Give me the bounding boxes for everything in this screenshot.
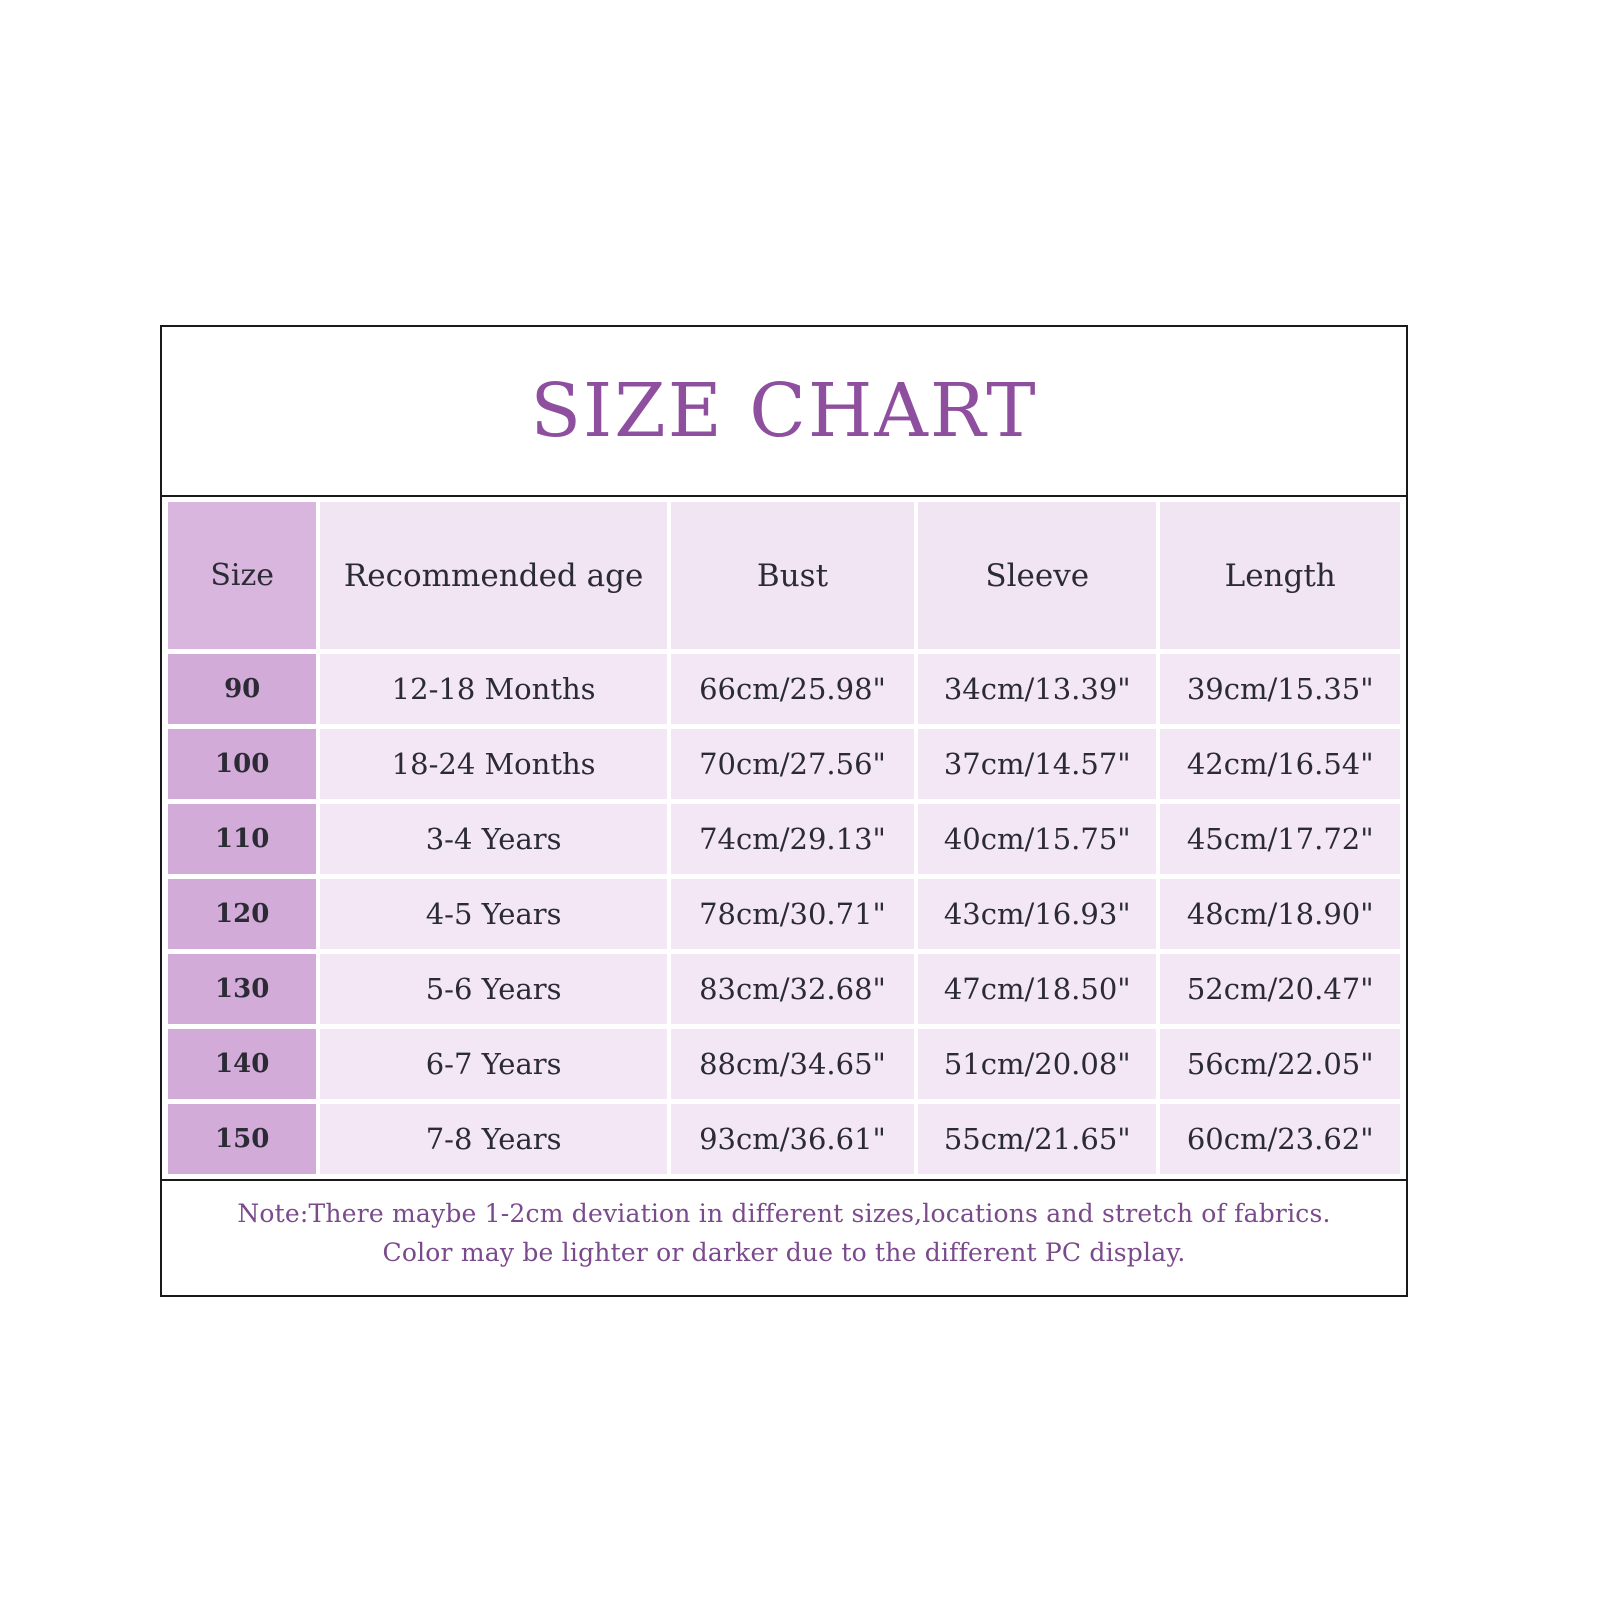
column-header-recommended-age: Recommended age — [320, 502, 667, 649]
page-title: SIZE CHART — [530, 368, 1038, 454]
notes-section — [162, 1179, 1406, 1295]
table-header — [168, 502, 1400, 649]
size-table — [162, 497, 1406, 1179]
cell-size: 120 — [168, 879, 316, 949]
cell-length: 42cm/16.54" — [1160, 729, 1400, 799]
cell-recommended-age: 18-24 Months — [320, 729, 667, 799]
cell-sleeve: 34cm/13.39" — [918, 654, 1156, 724]
table-row — [168, 729, 1400, 799]
cell-recommended-age: 4-5 Years — [320, 879, 667, 949]
cell-sleeve: 51cm/20.08" — [918, 1029, 1156, 1099]
cell-length: 60cm/23.62" — [1160, 1104, 1400, 1174]
cell-bust: 74cm/29.13" — [671, 804, 914, 874]
table-row — [168, 954, 1400, 1024]
note-color-display: Color may be lighter or darker due to the different PC display. — [382, 1237, 1186, 1267]
cell-size: 110 — [168, 804, 316, 874]
table-row — [168, 804, 1400, 874]
cell-length: 48cm/18.90" — [1160, 879, 1400, 949]
cell-recommended-age: 5-6 Years — [320, 954, 667, 1024]
cell-recommended-age: 12-18 Months — [320, 654, 667, 724]
table-row — [168, 1029, 1400, 1099]
cell-recommended-age: 3-4 Years — [320, 804, 667, 874]
cell-sleeve: 47cm/18.50" — [918, 954, 1156, 1024]
cell-size: 150 — [168, 1104, 316, 1174]
cell-sleeve: 37cm/14.57" — [918, 729, 1156, 799]
table-body — [168, 654, 1400, 1174]
cell-length: 56cm/22.05" — [1160, 1029, 1400, 1099]
cell-recommended-age: 6-7 Years — [320, 1029, 667, 1099]
size-chart-card — [160, 325, 1408, 1297]
cell-bust: 88cm/34.65" — [671, 1029, 914, 1099]
note-deviation: Note:There maybe 1-2cm deviation in different sizes,locations and stretch of fabrics. — [237, 1199, 1331, 1228]
table-row — [168, 879, 1400, 949]
table-row — [168, 1104, 1400, 1174]
cell-bust: 70cm/27.56" — [671, 729, 914, 799]
cell-bust: 93cm/36.61" — [671, 1104, 914, 1174]
column-header-length: Length — [1160, 502, 1400, 649]
cell-size: 100 — [168, 729, 316, 799]
table-header-row — [168, 502, 1400, 649]
cell-length: 52cm/20.47" — [1160, 954, 1400, 1024]
column-header-bust: Bust — [671, 502, 914, 649]
cell-length: 45cm/17.72" — [1160, 804, 1400, 874]
cell-bust: 66cm/25.98" — [671, 654, 914, 724]
column-header-size: Size — [168, 502, 316, 649]
cell-bust: 78cm/30.71" — [671, 879, 914, 949]
title-band — [162, 327, 1406, 497]
column-header-sleeve: Sleeve — [918, 502, 1156, 649]
table-row — [168, 654, 1400, 724]
cell-length: 39cm/15.35" — [1160, 654, 1400, 724]
cell-sleeve: 43cm/16.93" — [918, 879, 1156, 949]
cell-size: 90 — [168, 654, 316, 724]
cell-sleeve: 40cm/15.75" — [918, 804, 1156, 874]
cell-sleeve: 55cm/21.65" — [918, 1104, 1156, 1174]
cell-bust: 83cm/32.68" — [671, 954, 914, 1024]
cell-recommended-age: 7-8 Years — [320, 1104, 667, 1174]
cell-size: 140 — [168, 1029, 316, 1099]
cell-size: 130 — [168, 954, 316, 1024]
